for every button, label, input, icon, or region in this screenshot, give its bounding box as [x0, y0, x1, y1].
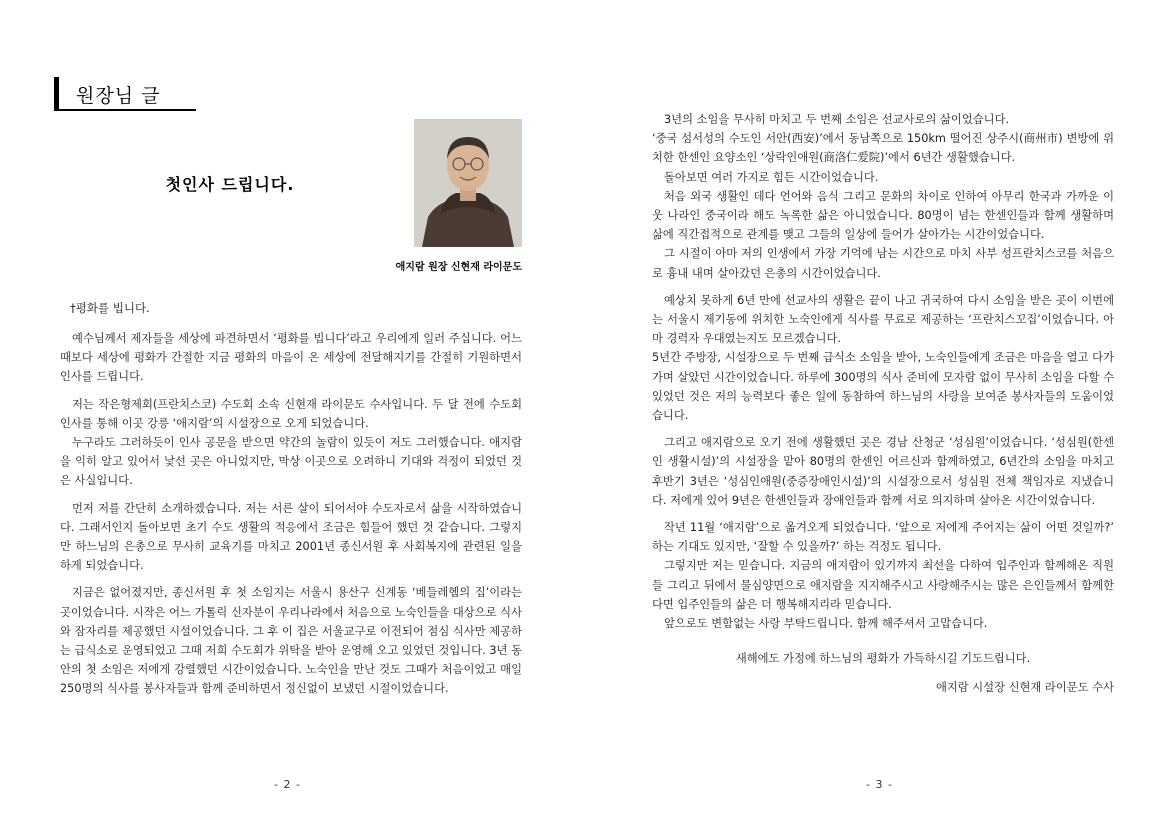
paragraph: 5년간 주방장, 시설장으로 두 번째 급식소 소임을 받아, 노숙인들에게 조금은 마음을 열고 다가가며 살았던 시간이었습니다. 하루에 300명의 식사 준비에 모자람 없이 무사히 소임을 다할 수 있었던 것은 저의 능력보다 좋은 일에 동참하여 하느님의 사랑을 보여준 봉사자들의 도움이었습니다.	[652, 351, 1114, 423]
page-number-left: - 2 -	[274, 778, 301, 791]
paragraph: 3년의 소임을 무사히 마치고 두 번째 소임은 선교사로의 삶이었습니다.	[664, 113, 1010, 126]
page-title: 첫인사 드립니다.	[165, 175, 295, 194]
portrait-illustration	[414, 119, 522, 247]
paragraph: 처음 외국 생활인 데다 언어와 음식 그리고 문화의 차이로 인하여 아무리 한국과 가까운 이웃 나라인 중국이라 해도 녹록한 삶은 아니었습니다. 80명이 넘는 한센인들과 함께 생활하며 삶에 직간접적으로 관계를 맺고 그들의 일상에 들어가 살아가는 시간이었습니다.	[652, 189, 1114, 242]
paragraph: 누구라도 그러하듯이 인사 공문을 받으면 약간의 놀람이 있듯이 저도 그러했습니다. 애지람을 익히 알고 있어서 낯선 곳은 아니었지만, 막상 이곳으로 오려하니 기대와 걱정이 되었던 것은 사실입니다.	[60, 436, 522, 488]
paragraph: 그 시절이 아마 저의 인생에서 가장 기억에 남는 시간으로 마치 사부 성프란치스코를 처음으로 흉내 내며 살아갔던 은총의 시간이었습니다.	[652, 247, 1114, 280]
paragraph: ‘중국 섬서성의 수도인 서안(西安)’에서 동남쪽으로 150km 떨어진 상주시(商州市) 변방에 위치한 한센인 요양소인 ‘상락인애원(商洛仁爱院)’에서 6년간 생활했습니다.	[652, 132, 1114, 165]
paragraph: 그렇지만 저는 믿습니다. 지금의 애지람이 있기까지 최선을 다하여 입주인과 함께해온 직원들 그리고 뒤에서 물심양면으로 애지람을 지지해주시고 사랑해주시는 많은 은인들께서 함께한다면 입주인들의 삶은 더 행복해지리라 믿습니다.	[652, 559, 1114, 611]
photo-caption: 애지람 원장 신현재 라이문도	[395, 262, 522, 273]
section-title: 원장님 글	[76, 85, 161, 107]
signature: 애지람 시설장 신현재 라이문도 수사	[935, 681, 1114, 695]
paragraph: 예상치 못하게 6년 만에 선교사의 생활은 끝이 나고 귀국하여 다시 소임을 받은 곳이 이번에는 서울시 제기동에 위치한 노숙인에게 식사를 무료로 제공하는 ‘프란치스꼬집’이었습니다. 아마 경력자 우대였는지도 모르겠습니다.	[652, 293, 1114, 346]
paragraph: 작년 11월 ‘애지람’으로 옮겨오게 되었습니다. ‘앞으로 저에게 주어지는 삶이 어떤 것일까?’ 하는 기대도 있지만, ‘잘할 수 있을까?’ 하는 걱정도 됩니다.	[652, 521, 1114, 554]
paragraph: 먼저 저를 간단히 소개하겠습니다. 저는 서른 살이 되어서야 수도자로서 삶을 시작하였습니다. 그래서인지 돌아보면 초기 수도 생활의 적응에서 조금은 힘들어 했던 것 같습니다. 그렇지만 하느님의 은총으로 무사히 교육기를 마치고 2001년 종신서원 후 사회복지에 관련된 일을 하게 되었습니다.	[60, 501, 522, 573]
right-column	[652, 110, 1114, 698]
section-header	[54, 77, 196, 111]
paragraph: 앞으로도 변함없는 사랑 부탁드립니다. 함께 해주셔서 고맙습니다.	[664, 617, 988, 631]
paragraph: 그리고 애지람으로 오기 전에 생활했던 곳은 경남 산청군 ‘성심원’이었습니다. ‘성심원(한센인 생활시설)’의 시설장을 맡아 80명의 한센인 어르신과 함께하였고, 6년간의 소임을 마치고 후반기 3년은 ‘성심인애원(중증장애인시설)’의 시설장으로서 성심원 전체 책임자로 지냈습니다. 저에게 있어 9년은 한센인들과 장애인들과 함께 서로 의지하며 살아온 시간이었습니다.	[652, 436, 1114, 507]
paragraph: 돌아보면 여러 가지로 힘든 시간이었습니다.	[664, 170, 879, 184]
greeting: †평화를 빕니다.	[70, 301, 150, 315]
paragraph: 지금은 없어졌지만, 종신서원 후 첫 소임지는 서울시 용산구 신계동 ‘베들레헴의 집’이라는 곳이었습니다. 시작은 어느 가톨릭 신자분이 우리나라에서 처음으로 노숙인들을 대상으로 식사와 잠자리를 제공했던 시설이었습니다. 그 후 이 집은 서울교구로 이전되어 점심 식사만 제공하는 급식소로 운영되었고 그때 저희 수도회가 위탁을 받아 운영해 오고 있었던 것입니다. 3년 동안의 첫 소임은 저에게 강렬했던 시간이었습니다. 노숙인을 만난 것도 그때가 처음이었고 매일 250명의 식사를 봉사자들과 함께 준비하면서 정신없이 보냈던 시절이었습니다.	[60, 586, 522, 696]
closing-line: 새해에도 가정에 하느님의 평화가 가득하시길 기도드립니다.	[735, 652, 1031, 666]
page-number-right: - 3 -	[866, 778, 893, 791]
portrait-photo	[414, 119, 522, 247]
left-column	[60, 329, 522, 699]
paragraph: 저는 작은형제회(프란치스코) 수도회 소속 신현재 라이문도 수사입니다. 두 달 전에 수도회 인사를 통해 이곳 강릉 ‘애지람’의 시설장으로 오게 되었습니다.	[60, 397, 522, 430]
paragraph: 예수님께서 제자들을 세상에 파견하면서 ‘평화를 빕니다’라고 우리에게 일러 주십니다. 어느 때보다 세상에 평화가 간절한 지금 평화의 마음이 온 세상에 전달해지기를 간절히 기원하면서 인사를 드립니다.	[60, 332, 522, 384]
